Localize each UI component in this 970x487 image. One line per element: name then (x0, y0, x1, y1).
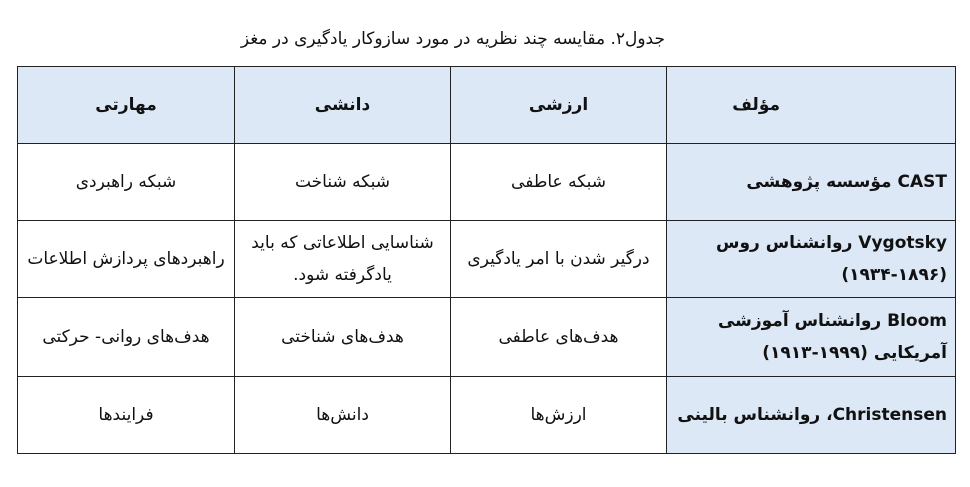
table-header-row (18, 67, 956, 144)
table-caption: جدول۲. مقایسه چند نظریه در مورد سازوکار یادگیری در مغز (240, 29, 665, 49)
row-knowledge: شناسایی اطلاعاتی که باید یادگرفته شود. (235, 221, 451, 298)
header-skill: مهارتی (18, 67, 235, 144)
row-value: هدف‌های عاطفی (451, 298, 667, 377)
header-author: مؤلف (667, 67, 956, 144)
header-value: ارزشی (451, 67, 667, 144)
row-author: CAST مؤسسه پژوهشی (667, 144, 956, 221)
row-value: درگیر شدن با امر یادگیری (451, 221, 667, 298)
row-author: Vygotsky روانشناس روس (۱۸۹۶-۱۹۳۴) (667, 221, 956, 298)
row-knowledge: هدف‌های شناختی (235, 298, 451, 377)
row-skill: فرایندها (18, 377, 235, 454)
row-knowledge: دانش‌ها (235, 377, 451, 454)
table-row (18, 298, 956, 377)
row-skill: هدف‌های روانی- حرکتی (18, 298, 235, 377)
table-row (18, 144, 956, 221)
table-row (18, 377, 956, 454)
row-skill: راهبردهای پردازش اطلاعات (18, 221, 235, 298)
row-author: Bloom روانشناس آموزشی آمریکایی (۱۹۹۹-۱۹۱۳) (667, 298, 956, 377)
comparison-table (17, 66, 956, 454)
header-knowledge: دانشی (235, 67, 451, 144)
row-knowledge: شبکه شناخت (235, 144, 451, 221)
row-value: شبکه عاطفی (451, 144, 667, 221)
table-row (18, 221, 956, 298)
row-author: Christensen، روانشناس بالینی (667, 377, 956, 454)
row-skill: شبکه راهبردی (18, 144, 235, 221)
row-value: ارزش‌ها (451, 377, 667, 454)
